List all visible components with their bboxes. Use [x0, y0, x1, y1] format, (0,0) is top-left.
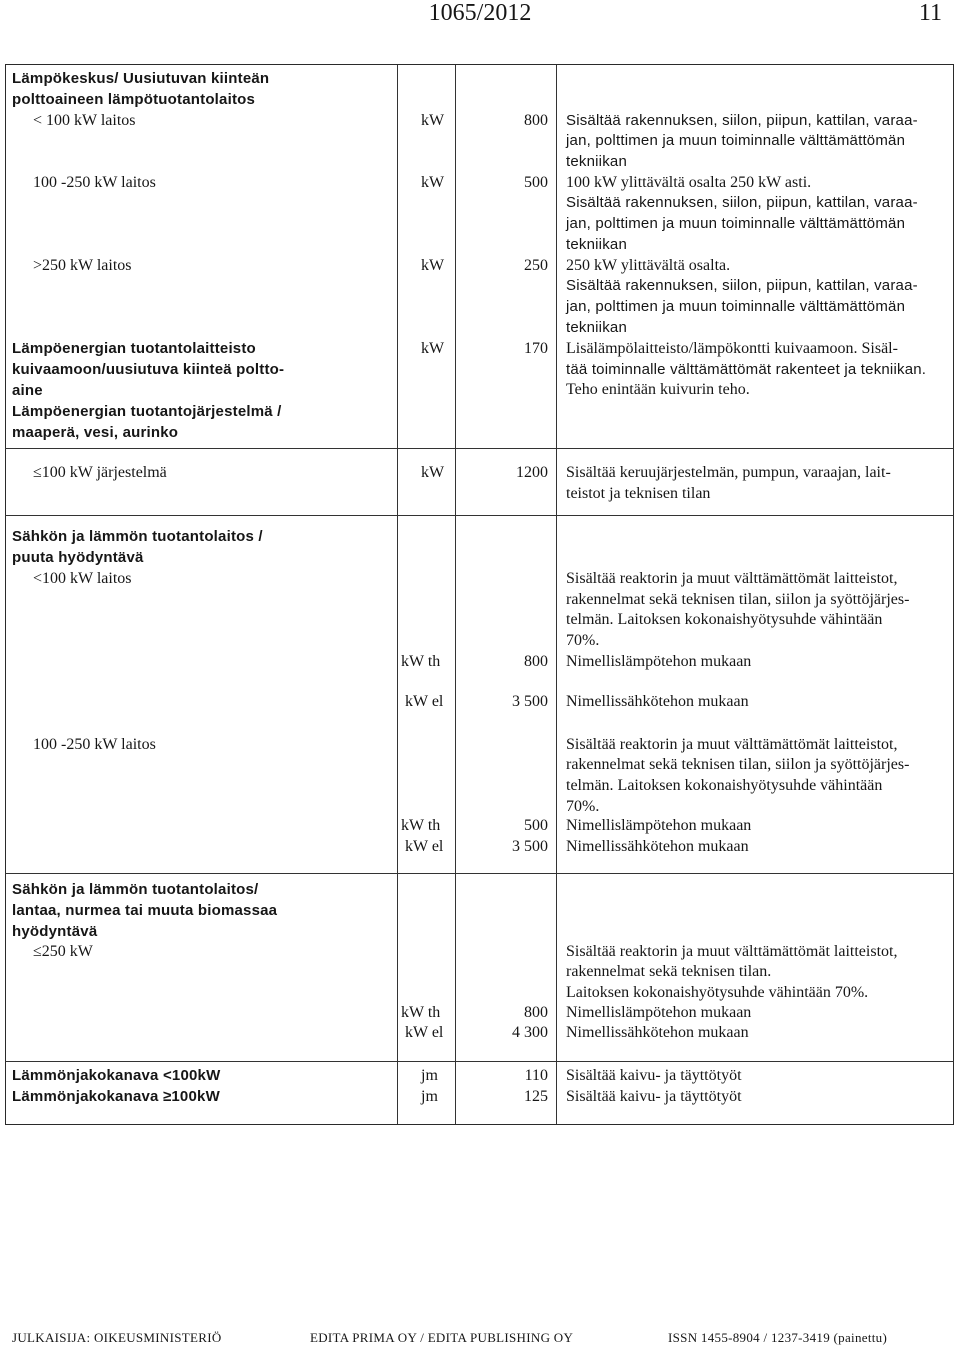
section-divider: [5, 448, 954, 449]
row-label: 100 -250 kW laitos: [33, 736, 156, 753]
row-unit: kW: [421, 112, 445, 129]
row-unit: jm: [421, 1088, 438, 1105]
row-description: Nimellissähkötehon mukaan: [566, 1024, 749, 1041]
row-description: jan, polttimen ja muun toiminnalle välttämättömän: [566, 215, 906, 232]
row-unit: kW: [421, 464, 445, 481]
row-label: maaperä, vesi, aurinko: [12, 424, 179, 441]
row-unit: kW: [421, 174, 445, 191]
row-value: 800: [524, 1004, 548, 1021]
row-unit: kW th: [401, 1004, 441, 1021]
footer-publisher: JULKAISIJA: OIKEUSMINISTERIÖ: [12, 1330, 222, 1345]
row-value: 800: [524, 653, 548, 670]
row-value: 3 500: [512, 838, 548, 855]
row-value: 1200: [516, 464, 548, 481]
row-description: jan, polttimen ja muun toiminnalle välttämättömän: [566, 132, 906, 149]
row-label: ≤100 kW järjestelmä: [33, 464, 167, 481]
section-heading: Lämpökeskus/ Uusiutuvan kiinteän: [12, 70, 270, 87]
row-value: 110: [524, 1067, 548, 1084]
row-description: Nimellissähkötehon mukaan: [566, 693, 749, 710]
row-unit: kW: [421, 340, 445, 357]
row-unit: kW: [421, 257, 445, 274]
row-label: Lämmönjakokanava ≥100kW: [12, 1088, 220, 1105]
row-label: Lämpöenergian tuotantolaitteisto: [12, 340, 256, 357]
row-description: jan, polttimen ja muun toiminnalle välttämättömän: [566, 298, 906, 315]
row-value: 4 300: [512, 1024, 548, 1041]
row-description: 70%.: [566, 632, 600, 649]
row-description: tekniikan: [566, 319, 628, 336]
row-description: Sisältää kaivu- ja täyttötyöt: [566, 1088, 742, 1105]
row-description: 250 kW ylittävältä osalta.: [566, 257, 731, 274]
row-label: ≤250 kW: [33, 943, 93, 960]
row-value: 250: [524, 257, 548, 274]
row-description: Teho enintään kuivurin teho.: [566, 381, 750, 398]
row-unit: kW th: [401, 817, 441, 834]
row-description: tekniikan: [566, 236, 628, 253]
row-value: 3 500: [512, 693, 548, 710]
row-description: Sisältää kaivu- ja täyttötyöt: [566, 1067, 742, 1084]
column-divider: [556, 65, 557, 1124]
page-header: [0, 0, 960, 30]
row-unit: kW el: [405, 693, 444, 710]
section-heading: polttoaineen lämpötuotantolaitos: [12, 91, 256, 108]
section-heading: Sähkön ja lämmön tuotantolaitos/: [12, 881, 259, 898]
row-description: 70%.: [566, 798, 600, 815]
row-description: tää toiminnalle välttämättömät rakenteet ja tekniikan.: [566, 361, 927, 378]
row-description: Sisältää rakennuksen, siilon, piipun, kattilan, varaa-: [566, 194, 918, 211]
row-label: Lämmönjakokanava <100kW: [12, 1067, 221, 1084]
row-label: < 100 kW laitos: [33, 112, 136, 129]
row-unit: kW el: [405, 1024, 444, 1041]
page-number: 11: [918, 0, 942, 26]
row-description: rakennelmat sekä teknisen tilan, siilon ja syöttöjärjes-: [566, 591, 910, 608]
row-description: Sisältää reaktorin ja muut välttämättömät laitteistot,: [566, 736, 898, 753]
row-label: kuivaamoon/uusiutuva kiinteä poltto-: [12, 361, 285, 378]
footer-issn: ISSN 1455-8904 / 1237-3419 (painettu): [668, 1330, 888, 1345]
row-description: Sisältää rakennuksen, siilon, piipun, kattilan, varaa-: [566, 112, 918, 129]
row-description: telmän. Laitoksen kokonaishyötysuhde vähintään: [566, 611, 883, 628]
row-description: Nimellislämpötehon mukaan: [566, 653, 752, 670]
section-heading: lantaa, nurmea tai muuta biomassaa: [12, 902, 278, 919]
section-heading: Sähkön ja lämmön tuotantolaitos /: [12, 528, 263, 545]
column-divider: [397, 65, 398, 1124]
row-value: 170: [524, 340, 548, 357]
row-description: Sisältää reaktorin ja muut välttämättömät laitteistot,: [566, 570, 898, 587]
row-label: aine: [12, 382, 43, 399]
row-unit: jm: [421, 1067, 438, 1084]
row-description: rakennelmat sekä teknisen tilan, siilon ja syöttöjärjes-: [566, 756, 910, 773]
row-description: rakennelmat sekä teknisen tilan.: [566, 963, 772, 980]
column-divider: [455, 65, 456, 1124]
row-value: 500: [524, 174, 548, 191]
section-divider: [5, 515, 954, 516]
row-description: Sisältää rakennuksen, siilon, piipun, kattilan, varaa-: [566, 277, 918, 294]
row-description: teistot ja teknisen tilan: [566, 485, 711, 502]
section-heading: puuta hyödyntävä: [12, 549, 144, 566]
row-description: 100 kW ylittävältä osalta 250 kW asti.: [566, 174, 812, 191]
footer-printer: EDITA PRIMA OY / EDITA PUBLISHING OY: [310, 1330, 574, 1345]
row-description: tekniikan: [566, 153, 628, 170]
row-unit: kW th: [401, 653, 441, 670]
row-description: Sisältää reaktorin ja muut välttämättömät laitteistot,: [566, 943, 898, 960]
row-label: >250 kW laitos: [33, 257, 132, 274]
row-description: Laitoksen kokonaishyötysuhde vähintään 70%.: [566, 984, 869, 1001]
section-divider: [5, 873, 954, 874]
row-value: 800: [524, 112, 548, 129]
row-description: Nimellislämpötehon mukaan: [566, 1004, 752, 1021]
row-description: telmän. Laitoksen kokonaishyötysuhde vähintään: [566, 777, 883, 794]
row-unit: kW el: [405, 838, 444, 855]
row-value: 125: [524, 1088, 548, 1105]
section-heading: hyödyntävä: [12, 923, 98, 940]
row-label: Lämpöenergian tuotantojärjestelmä /: [12, 403, 282, 420]
row-label: <100 kW laitos: [33, 570, 132, 587]
row-description: Lisälämpölaitteisto/lämpökontti kuivaamoon. Sisäl-: [566, 340, 898, 357]
row-label: 100 -250 kW laitos: [33, 174, 156, 191]
document-number: 1065/2012: [428, 0, 532, 26]
row-description: Nimellislämpötehon mukaan: [566, 817, 752, 834]
row-value: 500: [524, 817, 548, 834]
section-divider: [5, 1061, 954, 1062]
row-description: Sisältää keruujärjestelmän, pumpun, varaajan, lait-: [566, 464, 891, 481]
row-description: Nimellissähkötehon mukaan: [566, 838, 749, 855]
